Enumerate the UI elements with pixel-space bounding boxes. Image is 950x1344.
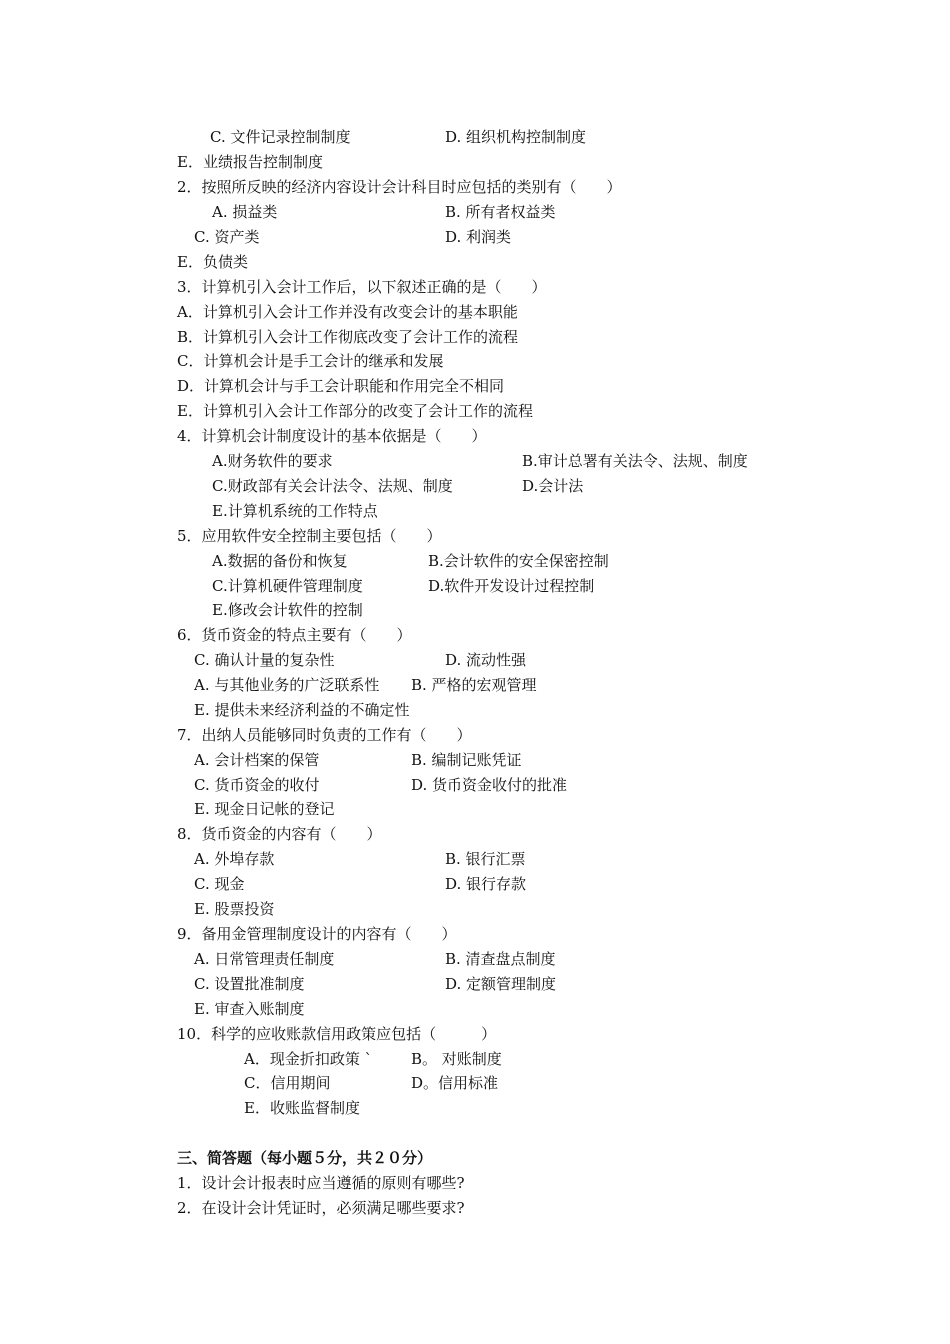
text-line: D. 定额管理制度	[445, 975, 557, 993]
text-line: D。信用标准	[411, 1074, 499, 1092]
text-line: A. 外埠存款	[194, 850, 275, 868]
text-line: D. 组织机构控制制度	[445, 128, 587, 146]
text-line: B. 清查盘点制度	[445, 950, 556, 968]
text-line: C. 现金	[194, 875, 245, 893]
text-line: B. 所有者权益类	[445, 203, 556, 221]
text-line: B．计算机引入会计工作彻底改变了会计工作的流程	[177, 328, 519, 346]
text-line: C.计算机硬件管理制度	[212, 577, 363, 595]
text-line: D.会计法	[522, 477, 584, 495]
text-line: C.财政部有关会计法令、法规、制度	[212, 477, 453, 495]
text-line: D. 银行存款	[445, 875, 527, 893]
text-line: 2．按照所反映的经济内容设计会计科目时应包括的类别有（ ）	[177, 178, 622, 196]
text-line: E．计算机引入会计工作部分的改变了会计工作的流程	[177, 402, 533, 420]
text-line: C. 资产类	[194, 228, 260, 246]
text-line: A．现金折扣政策 `	[244, 1050, 373, 1068]
text-line: E．收账监督制度	[244, 1099, 360, 1117]
text-line: 8．货币资金的内容有（ ）	[177, 825, 382, 843]
text-line: C. 设置批准制度	[194, 975, 305, 993]
text-line: D. 流动性强	[445, 651, 527, 669]
text-line: E.计算机系统的工作特点	[212, 502, 378, 520]
text-line: A. 会计档案的保管	[194, 751, 320, 769]
text-line: B. 银行汇票	[445, 850, 526, 868]
text-line: D．计算机会计与手工会计职能和作用完全不相同	[177, 377, 505, 395]
text-line: 9．备用金管理制度设计的内容有（ ）	[177, 925, 457, 943]
text-line: E.修改会计软件的控制	[212, 601, 363, 619]
text-line: A. 损益类	[212, 203, 278, 221]
text-line: E．负债类	[177, 253, 248, 271]
text-line: A．计算机引入会计工作并没有改变会计的基本职能	[177, 303, 518, 321]
text-line: B.会计软件的安全保密控制	[428, 552, 609, 570]
text-line: 10．科学的应收账款信用政策应包括（ ）	[177, 1025, 497, 1043]
section-heading: 三、简答题（每小题５分，共２０分）	[177, 1149, 433, 1167]
text-line: 5．应用软件安全控制主要包括（ ）	[177, 527, 442, 545]
text-line: E. 现金日记帐的登记	[194, 800, 335, 818]
text-line: 7．出纳人员能够同时负责的工作有（ ）	[177, 726, 472, 744]
text-line: 4．计算机会计制度设计的基本依据是（ ）	[177, 427, 487, 445]
text-line: C．计算机会计是手工会计的继承和发展	[177, 352, 444, 370]
text-line: C. 货币资金的收付	[194, 776, 320, 794]
text-line: 1．设计会计报表时应当遵循的原则有哪些?	[177, 1174, 465, 1192]
text-line: E. 提供未来经济利益的不确定性	[194, 701, 410, 719]
text-line: E. 审查入账制度	[194, 1000, 305, 1018]
text-line: C. 确认计量的复杂性	[194, 651, 335, 669]
text-line: E．业绩报告控制制度	[177, 153, 323, 171]
text-line: A. 与其他业务的广泛联系性	[194, 676, 380, 694]
text-line: D.软件开发设计过程控制	[428, 577, 595, 595]
text-line: D. 货币资金收付的批准	[411, 776, 568, 794]
text-line: 3．计算机引入会计工作后，以下叙述正确的是（ ）	[177, 278, 547, 296]
text-line: A. 日常管理责任制度	[194, 950, 335, 968]
text-line: C. 文件记录控制制度	[210, 128, 351, 146]
text-line: B。 对账制度	[411, 1050, 502, 1068]
text-line: A.财务软件的要求	[212, 452, 333, 470]
text-line: B. 编制记账凭证	[411, 751, 522, 769]
text-line: 6．货币资金的特点主要有（ ）	[177, 626, 412, 644]
text-line: 2．在设计会计凭证时，必须满足哪些要求?	[177, 1199, 465, 1217]
text-line: D. 利润类	[445, 228, 512, 246]
text-line: E. 股票投资	[194, 900, 275, 918]
text-line: B. 严格的宏观管理	[411, 676, 537, 694]
text-line: B.审计总署有关法令、法规、制度	[522, 452, 748, 470]
text-line: C．信用期间	[244, 1074, 331, 1092]
text-line: A.数据的备份和恢复	[212, 552, 348, 570]
